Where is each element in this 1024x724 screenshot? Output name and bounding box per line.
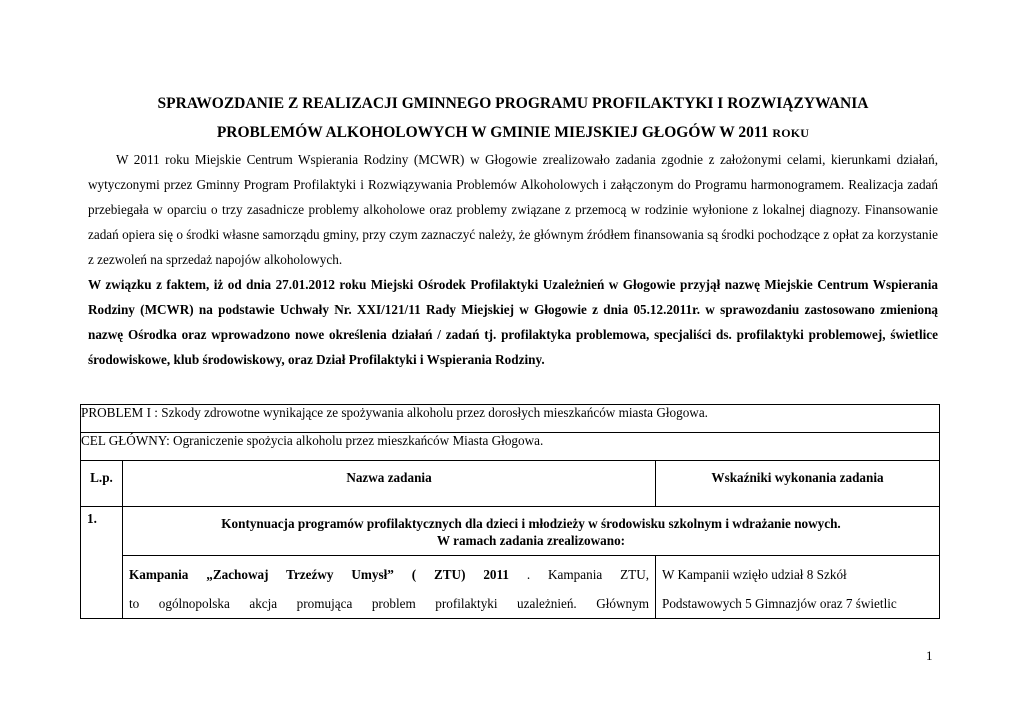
task-title: [123, 507, 940, 556]
task-title-line-2: W ramach zadania zrealizowano:: [436, 533, 626, 548]
header-indicators: Wskaźniki wykonania zadania: [656, 461, 940, 507]
header-lp: L.p.: [81, 461, 123, 507]
indicator-cell: [656, 556, 940, 619]
task-title-line-1: Kontynuacja programów profilaktycznych dla dzieci i młodzieży w środowisku szkolnym i wdrażanie nowych.: [221, 516, 841, 531]
report-title-line-1: SPRAWOZDANIE Z REALIZACJI GMINNEGO PROGRAMU PROFILAKTYKI I ROZWIĄZYWANIA: [157, 95, 869, 112]
program-table: [80, 404, 940, 619]
report-title-roku: ROKU: [772, 126, 810, 140]
campaign-text-1: . Kampania ZTU,: [526, 567, 650, 582]
campaign-text-2: to ogólnopolska akcja promująca problem profilaktyki uzależnień. Głównym: [129, 596, 649, 611]
name-change-note: W związku z faktem, iż od dnia 27.01.2012 roku Miejski Ośrodek Profilaktyki Uzależnień w Głogowie przyjął nazwę Miejskie Centrum Wspierania Rodziny (MCWR) na podstawie Uchwały Nr. XXI/121/11 Rady Miejskiej w Głogowie z dnia 05.12.2011r. w sprawozdaniu zastosowano zmienioną nazwę Ośrodka oraz wprowadzono nowe określenia działań / zadań tj. profilaktyka problemowa, specjaliści ds. profilaktyki problemowej, świetlice środowiskowe, klub środowiskowy, oraz Dział Profilaktyki i Wspierania Rodziny.: [88, 277, 938, 367]
problem-cell: PROBLEM I : Szkody zdrowotne wynikające ze spożywania alkoholu przez dorosłych mieszkańców miasta Głogowa.: [81, 405, 940, 433]
row-number: 1.: [81, 507, 123, 619]
report-title-line-2: [88, 124, 938, 142]
indicator-line-2: Podstawowych 5 Gimnazjów oraz 7 świetlic: [662, 596, 897, 611]
task-description-cell: [123, 556, 656, 619]
intro-paragraph: W 2011 roku Miejskie Centrum Wspierania Rodziny (MCWR) w Głogowie zrealizowało zadania zgodnie z założonymi celami, kierunkami działań, wytyczonymi przez Gminny Program Profilaktyki i Rozwiązywania Problemów Alkoholowych i załączonym do Programu harmonogramem. Realizacja zadań przebiegała w oparciu o trzy zasadnicze problemy alkoholowe oraz problemy związane z przemocą w rodzinie wyłonione z lokalnej diagnozy. Finansowanie zadań opiera się o środki własne samorządu gminy, przy czym zaznaczyć należy, że głównym źródłem finansowania są środki pochodzące z opłat za korzystanie z zezwoleń na sprzedaż napojów alkoholowych.: [88, 152, 938, 267]
report-title-line-2-main: PROBLEMÓW ALKOHOLOWYCH W GMINIE MIEJSKIEJ GŁOGÓW W 2011: [216, 124, 769, 141]
problem-row: [81, 405, 940, 433]
table-row: [81, 556, 940, 619]
campaign-name: Kampania „Zachowaj Trzeźwy Umysł” ( ZTU) 2011: [129, 567, 509, 582]
page-number: 1: [926, 648, 933, 663]
table-row: [81, 507, 940, 556]
header-row: [81, 461, 940, 507]
goal-cell: CEL GŁÓWNY: Ograniczenie spożycia alkoholu przez mieszkańców Miasta Głogowa.: [81, 433, 940, 461]
task-description-line-1: [129, 560, 649, 589]
goal-row: [81, 433, 940, 461]
header-task-name: Nazwa zadania: [123, 461, 656, 507]
indicator-line-1: W Kampanii wzięło udział 8 Szkół: [662, 567, 847, 582]
